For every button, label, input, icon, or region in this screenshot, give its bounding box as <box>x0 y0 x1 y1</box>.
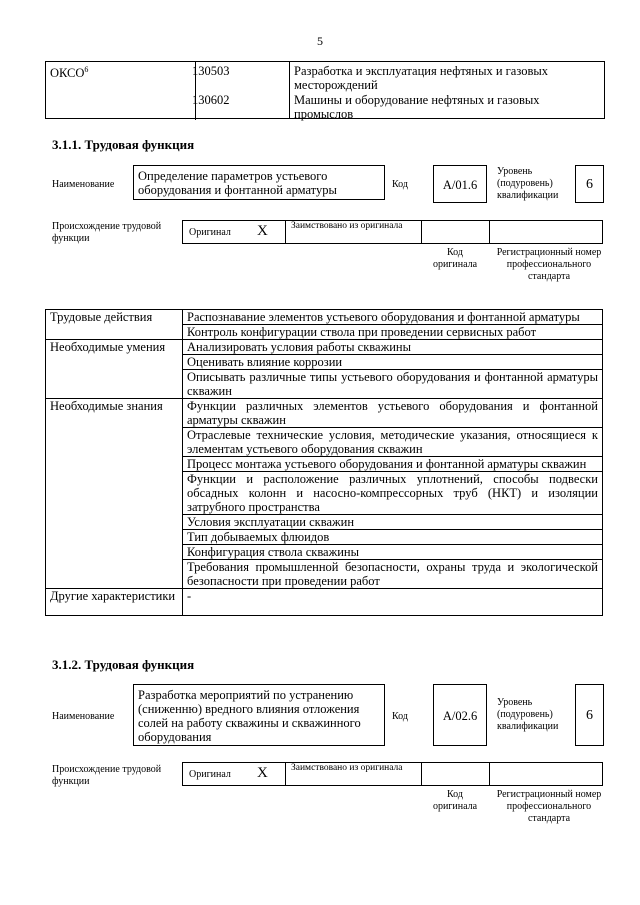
origin-label: Происхождение трудовой функции <box>52 221 162 244</box>
section-title: 3.1.2. Трудовая функция <box>52 657 195 672</box>
knowledge-item: Тип добываемых флюидов <box>183 530 603 545</box>
origin-row <box>182 220 603 244</box>
code-label: Код <box>392 711 408 722</box>
original-mark: X <box>257 765 268 781</box>
okso-code: 130602 <box>192 93 230 107</box>
okso-label: ОКСО <box>50 66 85 81</box>
function-name: Определение параметров устьевого оборудования и фонтанной арматуры <box>133 165 385 200</box>
level-label: Уровень (подуровень) квалификации <box>497 166 559 201</box>
action-item: Распознавание элементов устьевого оборудования и фонтанной арматуры <box>183 310 603 325</box>
knowledge-item: Функции различных элементов устьевого оборудования и фонтанной арматуры скважин <box>183 399 603 428</box>
knowledge-label: Необходимые знания <box>46 399 183 589</box>
code-original-label: Код оригинала <box>432 247 478 270</box>
origin-label: Происхождение трудовой функции <box>52 764 162 787</box>
labour-function-table <box>45 309 603 616</box>
function-code: A/01.6 <box>433 165 487 203</box>
okso-label-cell <box>46 62 196 120</box>
knowledge-item: Условия эксплуатации скважин <box>183 515 603 530</box>
function-code: A/02.6 <box>433 684 487 746</box>
reg-number-label: Регистрационный номер профессионального стандарта <box>496 247 602 282</box>
okso-names-cell <box>290 62 604 121</box>
function-name: Разработка мероприятий по устранению (сниженню) вредного влияния отложения солей на работу скважины и скважинного оборудования <box>133 684 385 746</box>
okso-code: 130503 <box>192 64 230 78</box>
name-label: Наименование <box>52 179 115 190</box>
okso-table <box>45 61 605 119</box>
origin-row <box>182 762 603 786</box>
skill-item: Описывать различные типы устьевого оборудования и фонтанной арматуры скважин <box>183 370 603 399</box>
actions-label: Трудовые действия <box>46 310 183 340</box>
code-label: Код <box>392 179 408 190</box>
page-number: 5 <box>317 34 323 48</box>
code-original-label: Код оригинала <box>432 789 478 812</box>
okso-name: Разработка и эксплуатация нефтяных и газовых месторождений <box>294 64 548 92</box>
skill-item: Оценивать влияние коррозии <box>183 355 603 370</box>
okso-footnote: 6 <box>84 65 89 74</box>
knowledge-item: Процесс монтажа устьевого оборудования и фонтанной арматуры скважин <box>183 457 603 472</box>
section-title: 3.1.1. Трудовая функция <box>52 137 195 152</box>
qualification-level: 6 <box>575 165 604 203</box>
name-label: Наименование <box>52 711 115 722</box>
reg-number-label: Регистрационный номер профессионального стандарта <box>496 789 602 824</box>
knowledge-item: Требования промышленной безопасности, охраны труда и экологической безопасности при проведении работ <box>183 560 603 589</box>
other-label: Другие характеристики <box>46 589 183 616</box>
skills-label: Необходимые умения <box>46 340 183 399</box>
action-item: Контроль конфигурации ствола при проведении сервисных работ <box>183 325 603 340</box>
knowledge-item: Отраслевые технические условия, методические указания, относящиеся к элементам устьевого оборудования скважин <box>183 428 603 457</box>
level-label: Уровень (подуровень) квалификации <box>497 697 559 732</box>
skill-item: Анализировать условия работы скважины <box>183 340 603 355</box>
qualification-level: 6 <box>575 684 604 746</box>
okso-name: Машины и оборудование нефтяных и газовых промыслов <box>294 93 540 121</box>
other-value: - <box>183 589 603 616</box>
original-label: Оригинал <box>189 227 231 238</box>
original-label: Оригинал <box>189 769 231 780</box>
borrowed-label: Заимствовано из оригинала <box>291 763 403 773</box>
knowledge-item: Функции и расположение различных уплотнений, способы подвески обсадных колонн и насосно-компрессорных труб (НКТ) и изоляции затрубного пространства <box>183 472 603 515</box>
borrowed-label: Заимствовано из оригинала <box>291 221 403 231</box>
original-mark: X <box>257 223 268 239</box>
okso-codes-cell <box>188 62 290 118</box>
knowledge-item: Конфигурация ствола скважины <box>183 545 603 560</box>
